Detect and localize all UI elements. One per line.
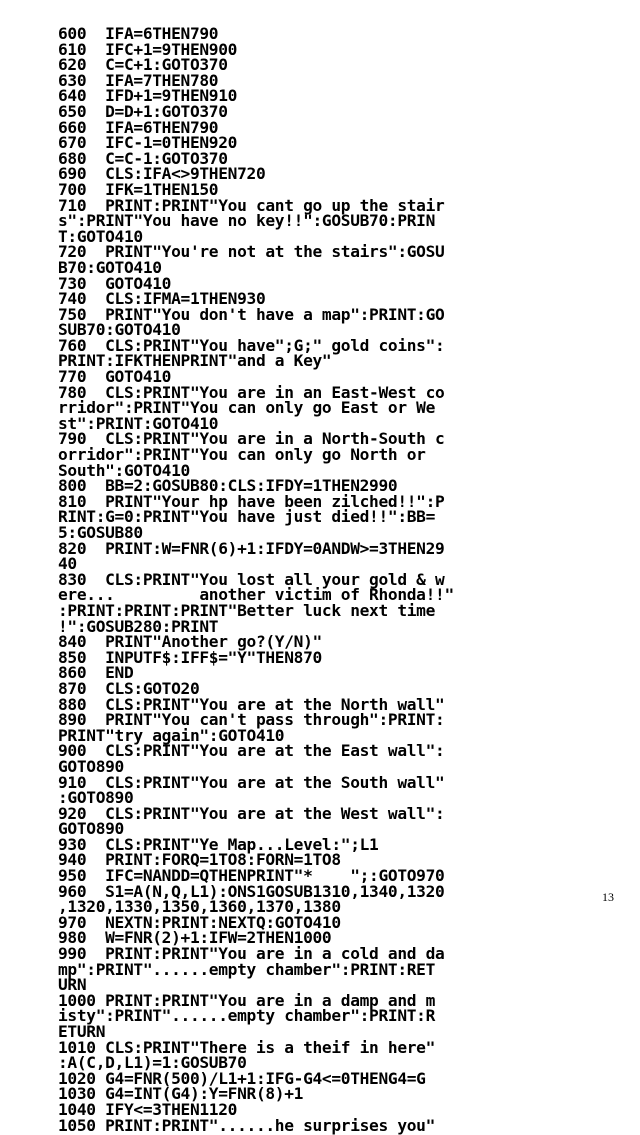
code-line: 970 NEXTN:PRINT:NEXTQ:GOTO410	[58, 912, 341, 932]
code-line: rridor":PRINT"You can only go East or We	[58, 398, 436, 418]
code-line: s":PRINT"You have no key!!":GOSUB70:PRIN	[58, 211, 436, 231]
page-number: 13	[602, 890, 614, 904]
code-line: 1000 PRINT:PRINT"You are in a damp and m	[58, 990, 436, 1010]
code-line: :A(C,D,L1)=1:GOSUB70	[58, 1053, 247, 1073]
code-line: 890 PRINT"You can't pass through":PRINT:	[58, 710, 445, 730]
code-line: 640 IFD+1=9THEN910	[58, 86, 238, 106]
code-line: 940 PRINT:FORQ=1TO8:FORN=1TO8	[58, 850, 341, 870]
code-line: 1030 G4=INT(G4):Y=FNR(8)+1	[58, 1084, 304, 1104]
code-line: 790 CLS:PRINT"You are in a North-South c	[58, 429, 445, 449]
code-line: 1010 CLS:PRINT"There is a theif in here"	[58, 1037, 436, 1057]
code-line: PRINT"try again":GOTO410	[58, 725, 285, 745]
code-line: 670 IFC-1=0THEN920	[58, 133, 238, 153]
code-line: 40	[58, 554, 77, 574]
code-line: South":GOTO410	[58, 460, 190, 480]
code-line: 840 PRINT"Another go?(Y/N)"	[58, 632, 322, 652]
code-line: PRINT:IFKTHENPRINT"and a Key"	[58, 351, 332, 371]
code-line: 630 IFA=7THEN780	[58, 70, 219, 90]
code-line: 930 CLS:PRINT"Ye Map...Level:";L1	[58, 834, 379, 854]
code-line: :PRINT:PRINT:PRINT"Better luck next time	[58, 600, 436, 620]
code-line: 620 C=C+1:GOTO370	[58, 55, 228, 75]
code-line: 910 CLS:PRINT"You are at the South wall"	[58, 772, 445, 792]
code-line: 870 CLS:GOTO20	[58, 678, 200, 698]
code-line: 830 CLS:PRINT"You lost all your gold & w	[58, 569, 445, 589]
code-line: 750 PRINT"You don't have a map":PRINT:GO	[58, 304, 445, 324]
code-line: 860 END	[58, 663, 134, 683]
code-line: 5:GOSUB80	[58, 523, 143, 542]
basic-program-listing	[58, 26, 633, 1133]
code-line: 720 PRINT"You're not at the stairs":GOSU	[58, 242, 445, 262]
code-line: 700 IFK=1THEN150	[58, 179, 219, 199]
code-line: 680 C=C-1:GOTO370	[58, 148, 228, 168]
code-line: 810 PRINT"Your hp have been zilched!!":P	[58, 491, 445, 511]
code-line: 740 CLS:IFMA=1THEN930	[58, 289, 266, 309]
code-line: 690 CLS:IFA<>9THEN720	[58, 164, 266, 184]
code-line: mp":PRINT"......empty chamber":PRINT:RET	[58, 959, 436, 979]
code-line: 800 BB=2:GOSUB80:CLS:IFDY=1THEN2990	[58, 476, 398, 496]
code-line: 980 W=FNR(2)+1:IFW=2THEN1000	[58, 928, 332, 948]
code-line: 880 CLS:PRINT"You are at the North wall"	[58, 694, 445, 714]
code-line: ere... another victim of Rhonda!!"	[58, 585, 454, 605]
code-line: 610 IFC+1=9THEN900	[58, 39, 238, 59]
code-line: 1040 IFY<=3THEN1120	[58, 1099, 238, 1119]
code-line: B70:GOTO410	[58, 257, 162, 277]
code-line: RINT:G=0:PRINT"You have just died!!":BB=	[58, 507, 436, 527]
code-line: T:GOTO410	[58, 226, 143, 246]
code-line: SUB70:GOTO410	[58, 320, 181, 340]
code-line: 730 GOTO410	[58, 273, 172, 293]
code-line: 650 D=D+1:GOTO370	[58, 101, 228, 121]
code-line: URN	[58, 975, 87, 995]
code-line: ,1320,1330,1350,1360,1370,1380	[58, 897, 341, 917]
code-line: 1050 PRINT:PRINT"......he surprises you"	[58, 1115, 436, 1135]
code-line: 920 CLS:PRINT"You are at the West wall":	[58, 803, 445, 823]
code-line: GOTO890	[58, 819, 124, 839]
code-line: isty":PRINT"......empty chamber":PRINT:R	[58, 1006, 436, 1026]
code-line: GOTO890	[58, 756, 124, 776]
code-line: !":GOSUB280:PRINT	[58, 616, 219, 636]
code-line: 770 GOTO410	[58, 367, 172, 387]
code-line: 600 IFA=6THEN790	[58, 24, 219, 43]
code-line: 850 INPUTF$:IFF$="Y"THEN870	[58, 647, 322, 667]
code-line: 960 S1=A(N,Q,L1):ONS1GOSUB1310,1340,1320	[58, 881, 445, 901]
code-line: 760 CLS:PRINT"You have";G;" gold coins":	[58, 335, 445, 355]
code-line: 660 IFA=6THEN790	[58, 117, 219, 137]
code-line: 950 IFC=NANDD=QTHENPRINT"* ";:GOTO970	[58, 866, 445, 886]
code-line: 820 PRINT:W=FNR(6)+1:IFDY=0ANDW>=3THEN29	[58, 538, 445, 558]
code-line: 710 PRINT:PRINT"You cant go up the stair	[58, 195, 445, 215]
code-line: ETURN	[58, 1022, 106, 1041]
code-line: orridor":PRINT"You can only go North or	[58, 445, 426, 465]
code-line: 900 CLS:PRINT"You are at the East wall":	[58, 741, 445, 761]
code-line: :GOTO890	[58, 788, 134, 808]
code-line: st":PRINT:GOTO410	[58, 413, 219, 433]
code-line: 990 PRINT:PRINT"You are in a cold and da	[58, 944, 445, 964]
code-line: 1020 G4=FNR(500)/L1+1:IFG-G4<=0THENG4=G	[58, 1068, 426, 1088]
code-line: 780 CLS:PRINT"You are in an East-West co	[58, 382, 445, 402]
